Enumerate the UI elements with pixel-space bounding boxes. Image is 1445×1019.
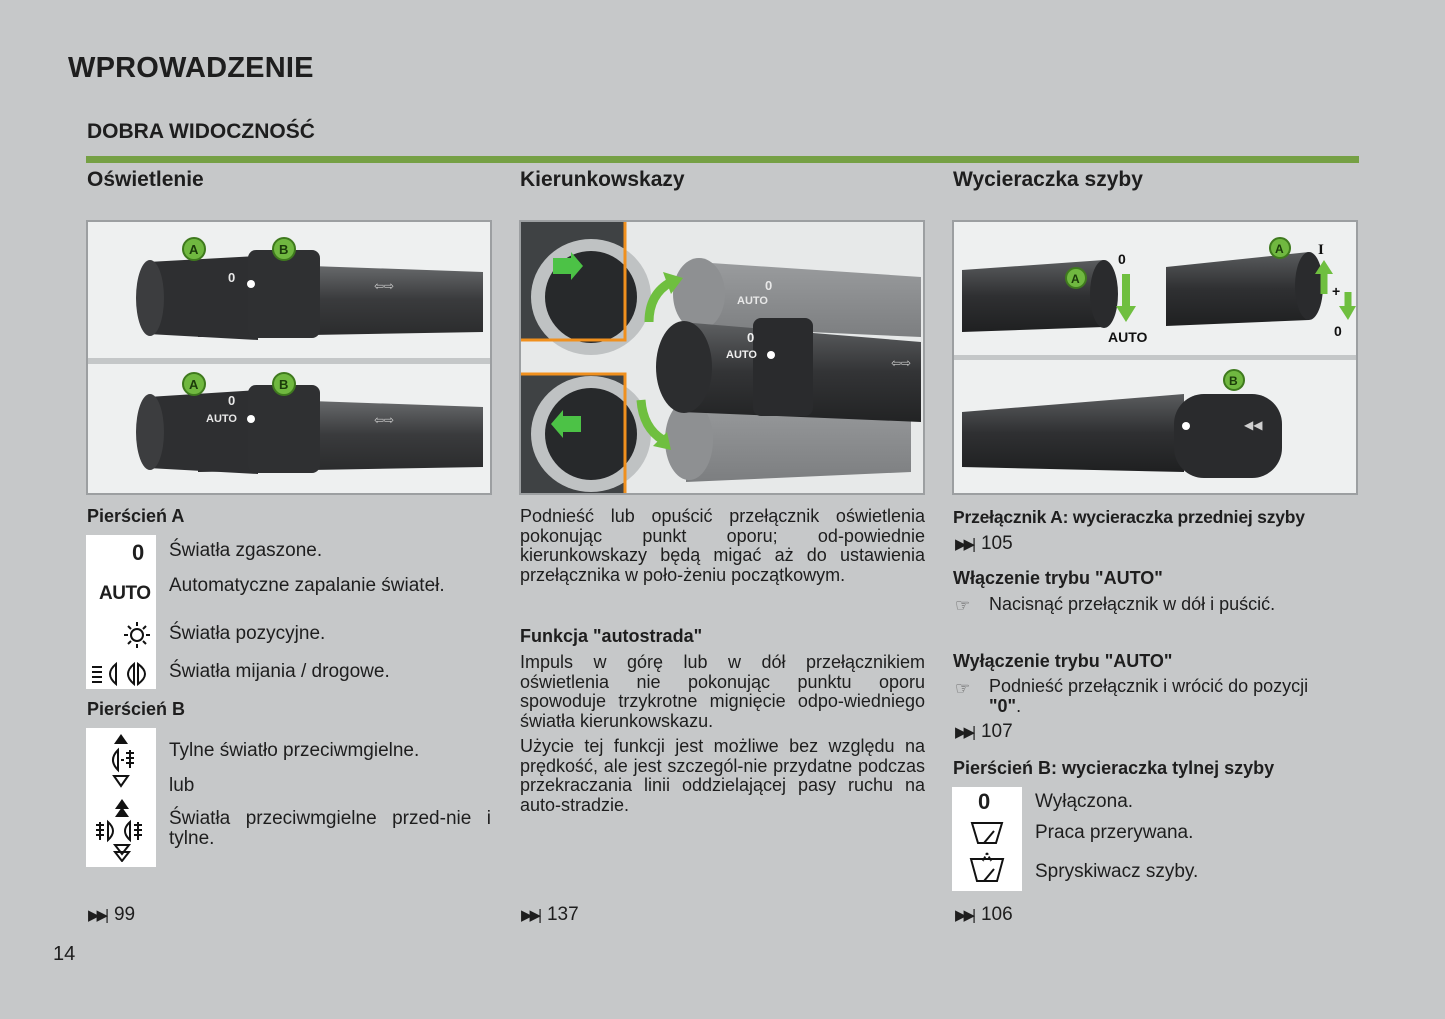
svg-text:⇦⇨: ⇦⇨ [374, 413, 395, 427]
motorway-function-p1: Impuls w górę lub w dół przełącznikiem oświetlenia nie pokonując punktu oporu spowoduje trzykrotne mignięcie odpo-wiedniego światła kierunkowskazu. [520, 652, 925, 731]
ring-a-title: Pierścień A [87, 506, 185, 526]
indicators-intro: Podnieść lub opuścić przełącznik oświetlenia pokonując punkt oporu; od-powiednie kierunkowskazy będą migać aż do ustawienia przełącznika w poło-żeniu początkowym. [520, 506, 925, 585]
intermittent-wipe-icon [970, 821, 1004, 847]
indicators-main-auto-mark: AUTO [726, 349, 757, 361]
wipers-page-ref[interactable] [955, 904, 1013, 926]
pointing-hand-icon: ☞ [955, 679, 971, 698]
lighting-title: Oświetlenie [87, 168, 204, 191]
washer-icon [968, 851, 1006, 887]
lighting-bottom-zero-mark: 0 [228, 393, 236, 408]
svg-text:◀◀: ◀◀ [1244, 418, 1263, 432]
switch-a-title: Przełącznik A: wycieraczka przedniej szyby [953, 507, 1305, 527]
indicators-ghost-zero-mark: 0 [765, 278, 773, 293]
wipers-plus-mark: + [1332, 283, 1341, 299]
wipers-title: Wycieraczka szyby [953, 168, 1143, 191]
auto-off-page-ref[interactable] [955, 721, 1013, 743]
ring-b-item-or: lub [169, 775, 195, 796]
lighting-top-ring-b-label: B [279, 242, 289, 257]
wipers-zero-mark-left: 0 [1118, 251, 1126, 267]
dipped-main-beam-icon [90, 661, 154, 687]
lighting-bottom-auto-mark: AUTO [206, 413, 237, 425]
indicators-title: Kierunkowskazy [520, 168, 685, 191]
front-rear-fog-icon [94, 798, 150, 862]
skip-forward-icon: ▶▶| [955, 907, 973, 924]
lighting-top-ring-a-label: A [189, 242, 199, 257]
switch-a-page-ref[interactable] [955, 533, 1013, 555]
pointing-hand-icon: ☞ [955, 596, 971, 615]
ring-b-icon-strip [86, 728, 156, 867]
rear-wiper-off-icon: 0 [978, 789, 991, 814]
ring-a-item-beams: Światła mijania / drogowe. [169, 661, 390, 682]
section-divider [86, 156, 1359, 163]
rear-wiper-intermittent: Praca przerywana. [1035, 822, 1194, 843]
ring-a-icon-strip [86, 535, 156, 689]
wipers-ref-number: 106 [980, 904, 1013, 925]
rear-wiper-washer: Spryskiwacz szyby. [1035, 861, 1199, 882]
lighting-page-ref[interactable] [88, 904, 135, 926]
page-number: 14 [53, 943, 76, 965]
lighting-bottom-ring-a-label: A [189, 377, 199, 392]
wipers-zero-mark-right: 0 [1334, 323, 1342, 339]
lighting-stalk-photo [86, 220, 492, 495]
wipers-one-mark: I [1318, 242, 1324, 258]
motorway-function-title: Funkcja "autostrada" [520, 626, 703, 646]
rear-wiper-icon-strip [952, 787, 1022, 891]
skip-forward-icon: ▶▶| [955, 724, 973, 741]
auto-off-title: Wyłączenie trybu "AUTO" [953, 651, 1173, 671]
wipers-ring-b-label: B [1229, 374, 1238, 388]
ring-b-title: Pierścień B [87, 699, 186, 719]
ring-b-item-rear-fog: Tylne światło przeciwmgielne. [169, 740, 420, 761]
wipers-auto-mark: AUTO [1108, 329, 1148, 345]
motorway-function-p2: Użycie tej funkcji jest możliwe bez względu na prędkość, ale jest szczegól-nie przydatne podczas przekraczania linii oddzielającej pasy ruchu na auto-stradzie. [520, 736, 925, 815]
switch-a-ref-number: 105 [980, 533, 1013, 554]
ring-a-item-sidelights: Światła pozycyjne. [169, 623, 326, 644]
skip-forward-icon: ▶▶| [88, 907, 106, 924]
indicators-ghost-auto-mark: AUTO [737, 295, 768, 307]
auto-on-title: Włączenie trybu "AUTO" [953, 568, 1163, 588]
lighting-top-zero-mark: 0 [228, 270, 236, 285]
indicators-main-zero-mark: 0 [747, 330, 755, 345]
svg-text:⇦⇨: ⇦⇨ [374, 279, 395, 293]
zero-icon: 0 [132, 540, 145, 565]
rear-wiper-ring-title: Pierścień B: wycieraczka tylnej szyby [953, 758, 1275, 778]
auto-off-ref-number: 107 [980, 721, 1013, 742]
auto-on-text: Nacisnąć przełącznik w dół i puścić. [989, 594, 1276, 614]
rear-fog-icon [104, 732, 138, 788]
auto-off-instruction: Podnieść przełącznik i wrócić do pozycji [989, 676, 1309, 696]
auto-off-position: "0" [989, 695, 1017, 716]
page-title: WPROWADZENIE [68, 52, 314, 84]
rear-wiper-off: Wyłączona. [1035, 791, 1134, 812]
auto-off-text: Podnieść przełącznik i wrócić do pozycji "0". [989, 676, 1309, 716]
skip-forward-icon: ▶▶| [521, 907, 539, 924]
wipers-right-ring-a-label: A [1275, 242, 1284, 256]
lighting-ref-number: 99 [113, 904, 136, 925]
skip-forward-icon: ▶▶| [955, 536, 973, 553]
auto-icon: AUTO [99, 583, 151, 604]
ring-a-item-auto: Automatyczne zapalanie świateł. [169, 575, 445, 596]
lighting-bottom-ring-b-label: B [279, 377, 289, 392]
ring-b-item-front-rear-fog: Światła przeciwmgielne przed-nie i tylne. [169, 808, 491, 849]
indicators-stalk-photo [519, 220, 925, 495]
wipers-left-ring-a-label: A [1071, 272, 1080, 286]
wipers-stalk-photo [952, 220, 1358, 495]
svg-text:⇦⇨: ⇦⇨ [891, 356, 912, 370]
indicators-ref-number: 137 [546, 904, 579, 925]
sidelight-icon [122, 621, 152, 649]
indicators-page-ref[interactable] [521, 904, 579, 926]
ring-a-item-off: Światła zgaszone. [169, 540, 323, 561]
section-title: DOBRA WIDOCZNOŚĆ [87, 120, 315, 143]
